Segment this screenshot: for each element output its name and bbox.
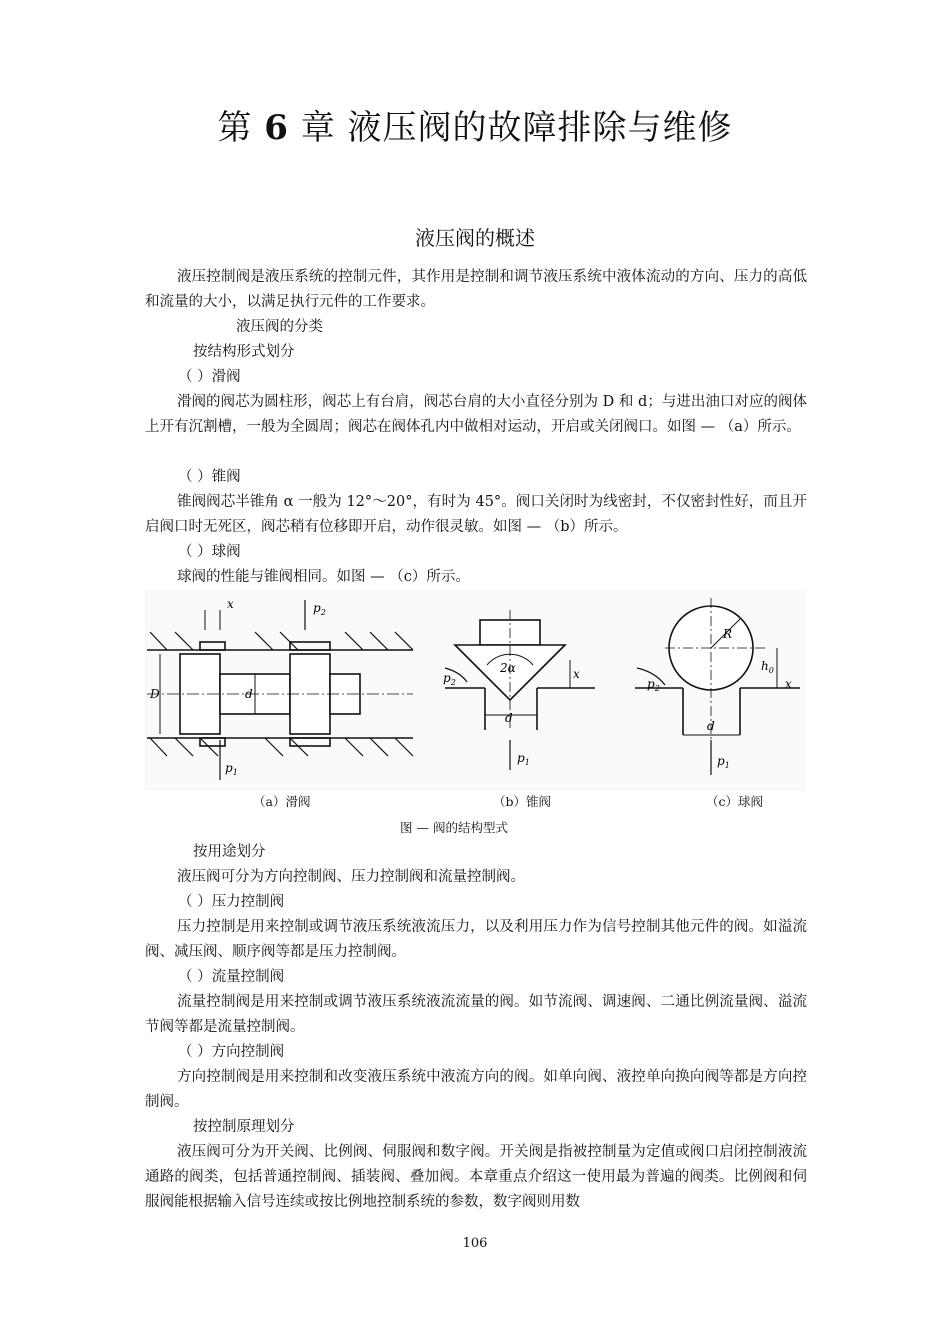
direction-paragraph: 方向控制阀是用来控制和改变液压系统中液流方向的阀。如单向阀、液控单向换向阀等都是方向控制阀。 (145, 1069, 807, 1110)
principle-heading: 按控制原理划分 (193, 1119, 295, 1135)
ball-paragraph: 球阀的性能与锥阀相同。如图 — （c）所示。 (177, 569, 470, 585)
label-p2-b: $p_2$ (443, 671, 456, 687)
caption-c: （c）球阀 (706, 794, 764, 809)
pressure-paragraph: 压力控制是用来控制或调节液压系统液流压力，以及利用压力作为信号控制其他元件的阀。如溢流阀、减压阀、顺序阀等都是压力控制阀。 (145, 919, 807, 960)
label-h0: $h_0$ (761, 659, 774, 675)
label-p2-a: $p_2$ (313, 601, 326, 617)
label-x-a: x (227, 597, 234, 611)
label-x-b: x (573, 667, 580, 681)
usage-heading: 按用途划分 (193, 844, 266, 860)
label-x-c: x (785, 677, 792, 691)
figure-caption: 图 — 阀的结构型式 (400, 820, 508, 835)
chapter-title: 第 6 章 液压阀的故障排除与维修 (217, 108, 733, 148)
label-d-a: d (245, 687, 253, 701)
valve-structure-figure (145, 590, 805, 790)
caption-b: （b）锥阀 (493, 794, 552, 809)
label-p2-c: $p_2$ (647, 677, 660, 693)
page-number: 106 (462, 1236, 488, 1251)
chapter-number: 6 (264, 108, 289, 148)
classification-heading: 液压阀的分类 (236, 319, 323, 335)
label-2alpha: 2α (500, 661, 516, 675)
label-R: R (723, 627, 733, 641)
label-D: D (150, 687, 160, 701)
spool-paragraph: 滑阀的阀芯为圆柱形，阀芯上有台肩，阀芯台肩的大小直径分别为 D 和 d；与进出油口对应的阀体上开有沉割槽，一般为全圆周；阀芯在阀体孔内中做相对运动，开启或关闭阀口。如图 — （a）所示。 (145, 394, 807, 435)
flow-heading: （ ）流量控制阀 (178, 969, 285, 985)
intro-paragraph: 液压控制阀是液压系统的控制元件，其作用是控制和调节液压系统中液体流动的方向、压力的高低和流量的大小，以满足执行元件的工作要求。 (145, 269, 807, 310)
direction-heading: （ ）方向控制阀 (178, 1044, 285, 1060)
label-p1-c: $p_1$ (717, 754, 730, 770)
section-title: 液压阀的概述 (415, 226, 535, 250)
poppet-paragraph: 锥阀阀芯半锥角 α 一般为 12°～20°，有时为 45°。阀口关闭时为线密封，不仅密封性好，而且开启阀口时无死区，阀芯稍有位移即开启，动作很灵敏。如图 — （b）所示。 (145, 494, 807, 535)
caption-a: （a）滑阀 (253, 794, 311, 809)
usage-paragraph: 液压阀可分为方向控制阀、压力控制阀和流量控制阀。 (177, 869, 525, 885)
pressure-heading: （ ）压力控制阀 (178, 894, 285, 910)
label-p1-a: $p_1$ (225, 761, 238, 777)
label-p1-b: $p_1$ (517, 751, 530, 767)
ball-heading: （ ）球阀 (178, 544, 241, 560)
label-d-c: d (707, 719, 715, 733)
valve-diagrams (145, 590, 805, 790)
label-d-b: d (505, 711, 513, 725)
spool-heading: （ ）滑阀 (178, 369, 241, 385)
poppet-heading: （ ）锥阀 (178, 469, 241, 485)
principle-paragraph: 液压阀可分为开关阀、比例阀、伺服阀和数字阀。开关阀是指被控制量为定值或阀口启闭控制液流通路的阀类，包括普通控制阀、插装阀、叠加阀。本章重点介绍这一使用最为普遍的阀类。比例阀和伺服阀能根据输入信号连续或按比例地控制系统的参数，数字阀则用数 (145, 1144, 807, 1210)
flow-paragraph: 流量控制阀是用来控制或调节液压系统液流流量的阀。如节流阀、调速阀、二通比例流量阀、溢流节阀等都是流量控制阀。 (145, 994, 807, 1035)
structure-heading: 按结构形式划分 (193, 344, 295, 360)
